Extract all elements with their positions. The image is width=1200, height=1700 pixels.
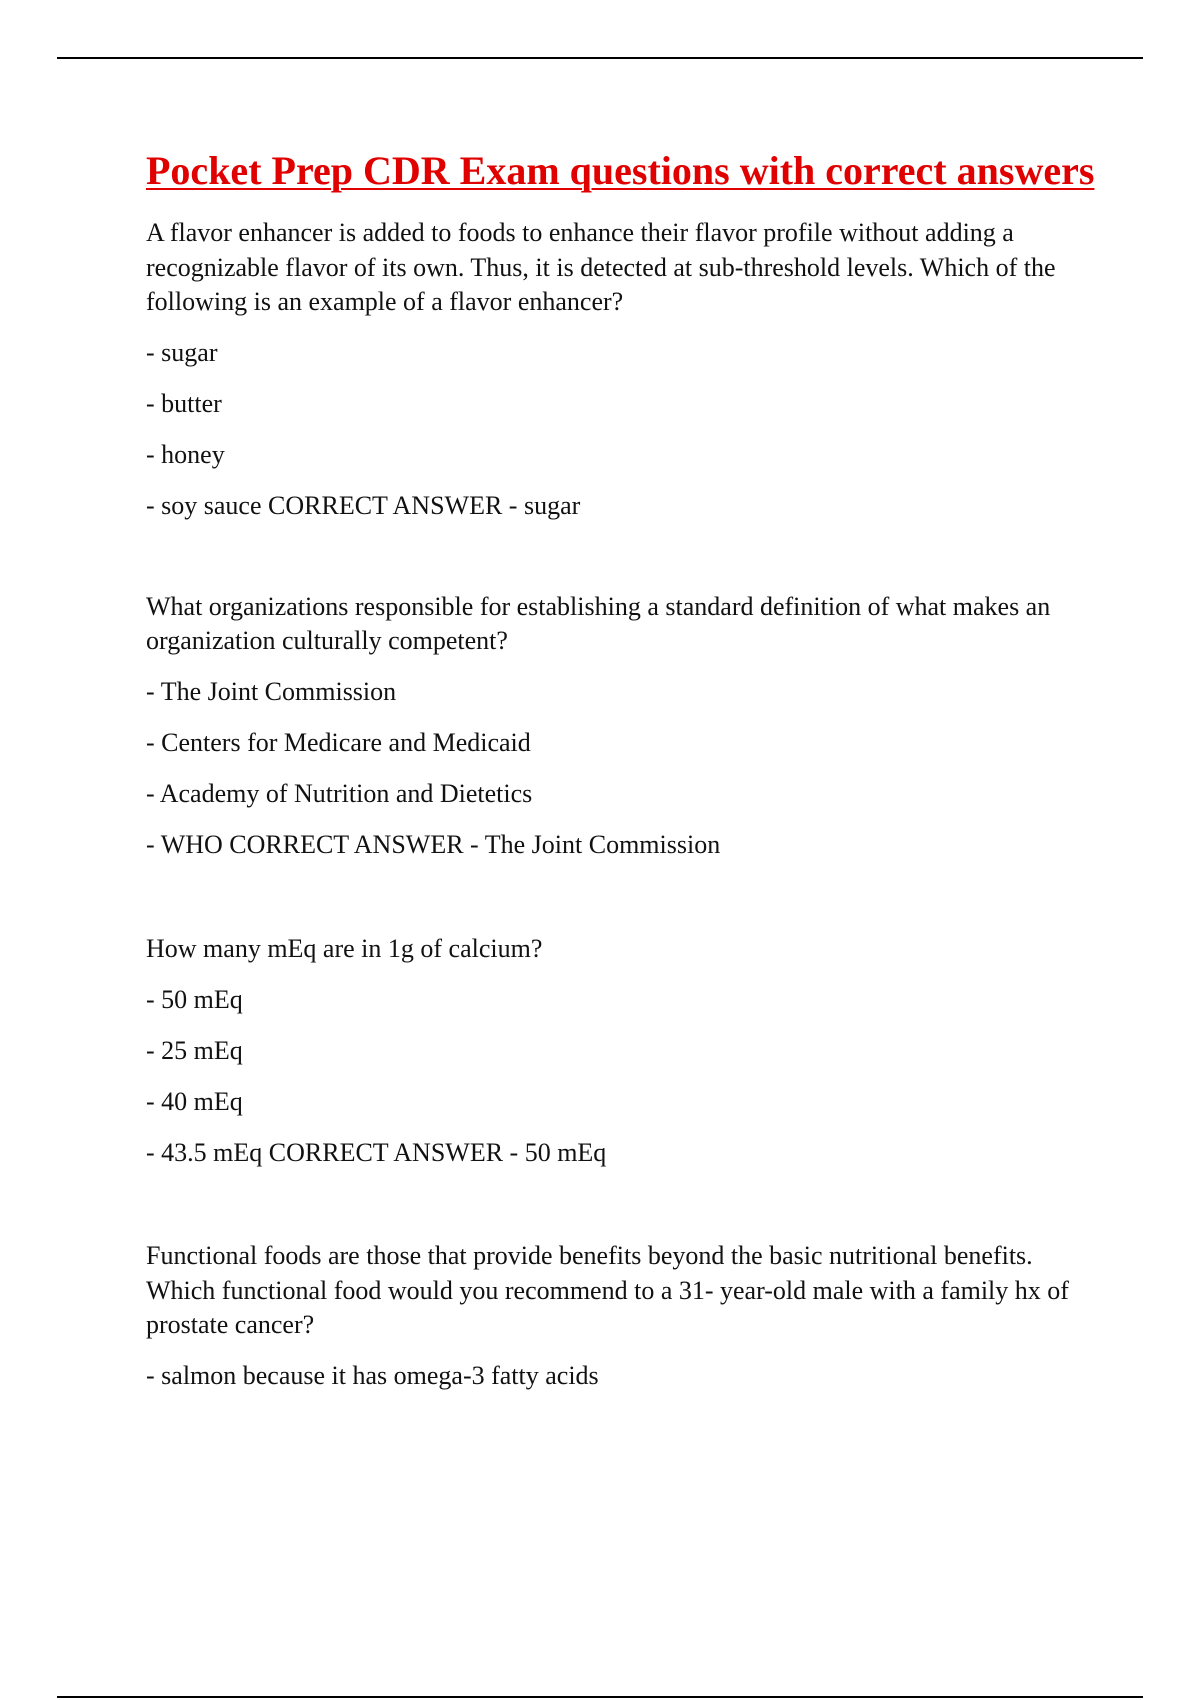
document-title: Pocket Prep CDR Exam questions with correct answers: [146, 148, 1095, 193]
answer-option: - sugar: [146, 338, 218, 367]
answer-option-with-correct-answer: - WHO CORRECT ANSWER - The Joint Commission: [146, 830, 721, 859]
question-text: How many mEq are in 1g of calcium?: [146, 933, 543, 963]
header-rule: [57, 57, 1143, 59]
answer-option-with-correct-answer: - soy sauce CORRECT ANSWER - sugar: [146, 491, 581, 520]
question-block-1: [146, 216, 1096, 524]
answer-options: [146, 983, 1096, 1171]
answer-option: - Centers for Medicare and Medicaid: [146, 728, 531, 757]
answer-option: - 40 mEq: [146, 1086, 243, 1116]
answer-options: [146, 675, 1096, 863]
answer-option: - Academy of Nutrition and Dietetics: [146, 779, 533, 808]
answer-option: - salmon because it has omega-3 fatty acids: [146, 1361, 599, 1390]
answer-options: [146, 336, 1096, 524]
answer-option: - butter: [146, 389, 222, 418]
question-text: Functional foods are those that provide benefits beyond the basic nutritional benefits. Which functional food would you recommend to a 31- year-old male with a family hx of prostate cancer?: [146, 1241, 1069, 1339]
answer-option: - 50 mEq: [146, 984, 243, 1014]
answer-options: [146, 1359, 1096, 1394]
question-text: A flavor enhancer is added to foods to enhance their flavor profile without adding a recognizable flavor of its own. Thus, it is detected at sub-threshold levels. Which of the following is an example of a flavor enhancer?: [146, 218, 1056, 316]
answer-option: - honey: [146, 440, 225, 469]
question-block-2: [146, 590, 1096, 863]
answer-option: - 25 mEq: [146, 1035, 243, 1065]
question-block-3: [146, 932, 1096, 1171]
answer-option: - The Joint Commission: [146, 677, 397, 706]
question-block-4: [146, 1239, 1096, 1394]
document-content: [146, 143, 1096, 1394]
question-text: What organizations responsible for establishing a standard definition of what makes an organization culturally competent?: [146, 591, 1051, 655]
footer-rule: [57, 1696, 1143, 1698]
answer-option-with-correct-answer: - 43.5 mEq CORRECT ANSWER - 50 mEq: [146, 1137, 607, 1167]
